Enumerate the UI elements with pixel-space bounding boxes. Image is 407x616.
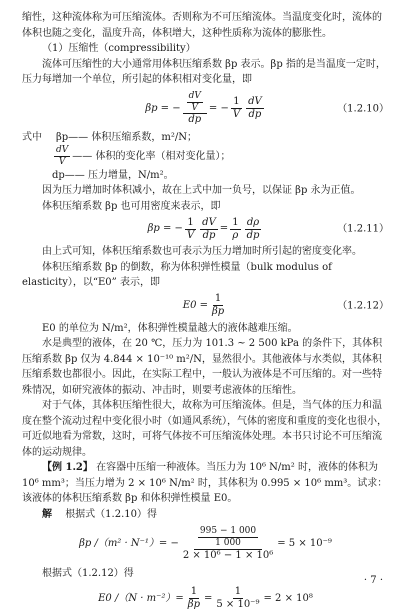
equation-number: （1.2.11） [337,223,389,235]
section-heading-compressibility: （1）压缩性（compressibility） [42,43,196,54]
solution-line-2: 根据式（1.2.12）得 [42,568,134,580]
paragraph-4: 由上式可知，体积压缩系数也可表示为压力增加时所引起的密度变化率。 [42,246,362,258]
example-text: 在容器中压缩一种液体。当压力为 10⁶ N/m² 时，液体的体积为 10⁶ mm³；当压力增为 2 × 10⁶ N/m² 时，其体积为 0.995 × 10⁶ mm³。试求：该液体的体积压缩系数 βp 和体积弹性模量 E0。 [22,462,388,505]
paragraph-8: 对于气体，其体积压缩性很大，故称为可压缩流体。但是，当气体的压力和温度在整个流动过程中变化很小时（如通风系统），气体的密度和重度的变化也很小，可近似地看为常数，这时，可将气体按不可压缩流体处理。本书只讨论不可压缩流体的运动规律。 [22,400,387,458]
solution-line-1: 解 根据式（1.2.10）得 [42,508,157,520]
equation-1-2-12: E0 = $\frac{1}{\beta p}$ （1.2.12） [182,293,389,318]
example-label: 【例 1.2】 [42,462,93,474]
example-1-2 [22,460,389,507]
definitions: 式中 βp—— 体积压缩系数，m²/N； $\frac{dV}{V}$ —— 体积的变化率（相对变化量）； dp—— 压力增量，N/m²。 [22,131,231,181]
page-number: · 7 · [363,574,383,586]
document-page [22,10,389,616]
equation-number: （1.2.12） [337,299,389,311]
paragraph-2: 因为压力增加时体积减小，故在上式中加一负号，以保证 βp 永为正值。 [42,185,361,197]
calculation-beta: βp /（m² · N⁻¹）= − $\frac{\frac{995 - 1 000}{1 000}}{\text{2 × 10⁶ − 1 × 10⁶}}$ = 5 × 10⁻⁹ [79,526,332,561]
paragraph-7: 水是典型的液体，在 20 ℃，压力为 101.3 ~ 2 500 kPa 的条件下，其体积压缩系数 βp 仅为 4.844 × 10⁻¹⁰ m²/N，显然很小。其他液体与水类似，其体积压缩系数也都很小。因此，在实际工程中，一般认为液体是不可压缩的。对一些特殊情况，如研究液体的振动、冲击时，则要考虑液体的压缩性。 [22,338,383,396]
solution-label: 解 [42,508,52,520]
equation-1-2-10: βp = − $\frac{\frac{dV}{V}}{dp}$ = − $\frac{1}{V}$ $\frac{dV}{dp}$ （1.2.10） [145,90,389,126]
equation-1-2-11: βp = − $\frac{1}{V}$ $\frac{dV}{dp}$ = $\frac{1}{\rho}$ $\frac{d\rho}{dp}$ （1.2.11） [147,216,389,241]
paragraph-5: 体积压缩系数 βp 的倒数，称为体积弹性模量（bulk modulus of elasticity），以“E0” 表示，即 [22,261,332,289]
paragraph-6: E0 的单位为 N/m²，体积弹性模量越大的液体越难压缩。 [42,322,298,334]
calculation-e0: E0 /（N · m⁻²）= $\frac{1}{\beta p}$ = $\frac{1}{\text{5 × 10⁻⁹}}$ = 2 × 10⁸ [98,586,313,611]
paragraph-0: 缩性，这种流体称为可压缩流体。否则称为不可压缩流体。当温度变化时，流体的体积也随之变化，温度升高，体积增大，这种性质称为流体的膨胀性。 [22,12,382,39]
equation-number: （1.2.10） [337,102,389,114]
paragraph-3: 体积压缩系数 βp 也可用密度来表示，即 [42,200,221,212]
fraction-dvv-over-dp: $\frac{\frac{dV}{V}}{dp}$ [183,91,207,127]
paragraph-1: 流体可压缩性的大小通常用体积压缩系数 βp 表示。βp 指的是当温度一定时，压力每增加一个单位，所引起的体积相对变化量，即 [22,58,386,85]
